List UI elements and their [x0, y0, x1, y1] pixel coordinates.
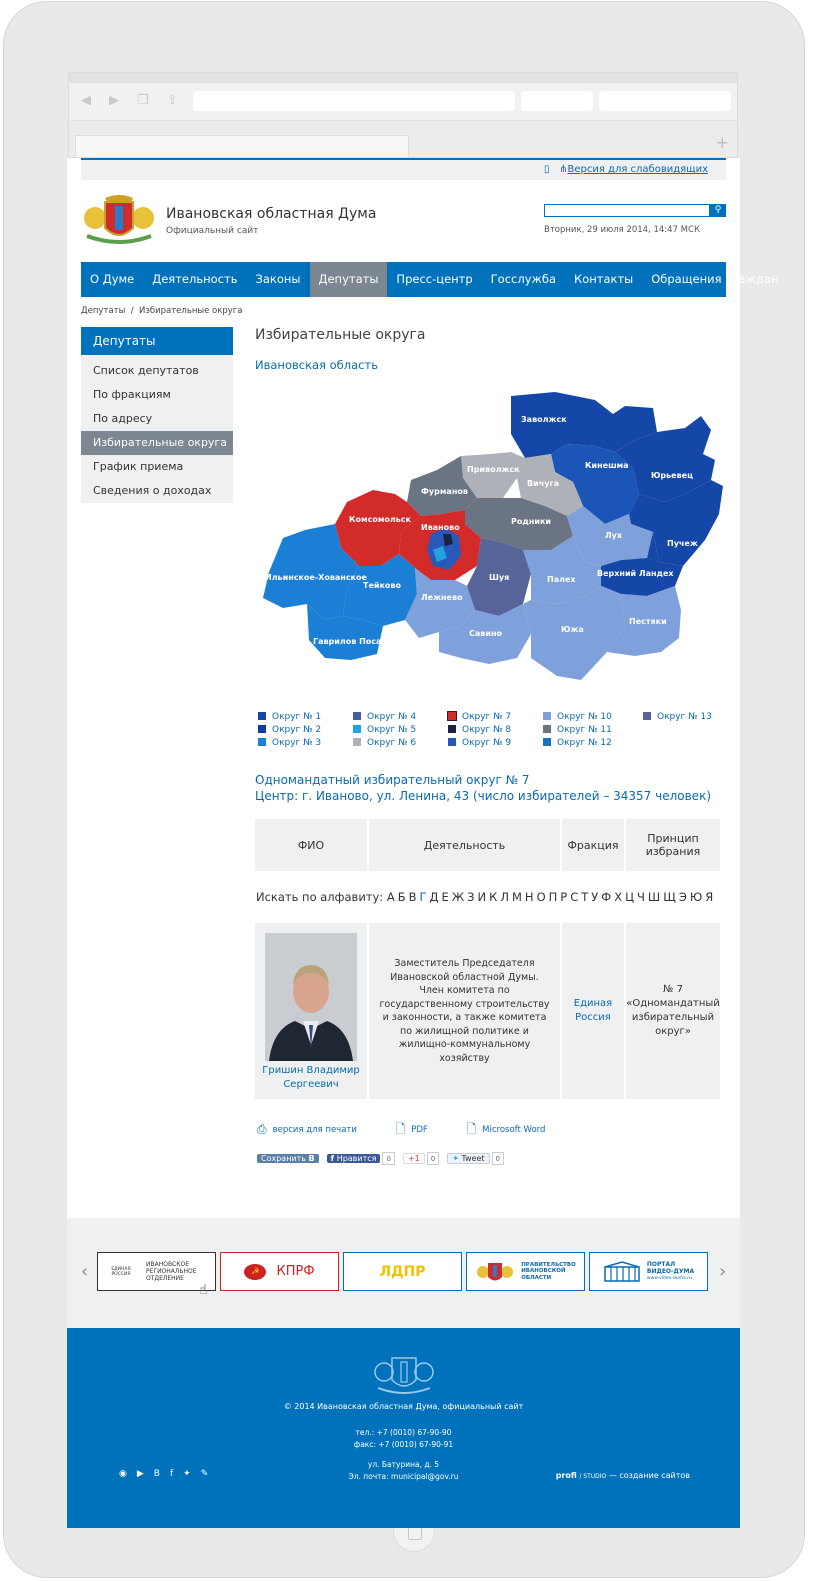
- legend-swatch: [258, 725, 266, 733]
- site-subtitle: Официальный сайт: [166, 226, 259, 236]
- vk-icon[interactable]: В: [153, 1469, 160, 1479]
- alphabet-letter[interactable]: П: [548, 890, 558, 904]
- alphabet-letter[interactable]: Ц: [625, 890, 635, 904]
- deputies-table-header: [255, 819, 722, 871]
- legend-label: Округ № 10: [557, 712, 612, 722]
- legend-item[interactable]: [448, 738, 511, 748]
- map-label: Палех: [547, 575, 576, 584]
- legend-label: Округ № 11: [557, 725, 612, 735]
- twitter-icon[interactable]: ✦: [183, 1469, 191, 1479]
- status-bar: [69, 73, 737, 83]
- portal-caption: [647, 1261, 694, 1282]
- er-logo-text: ЕДИНАЯ РОССИЯ: [111, 1266, 131, 1277]
- fb-like-count: 0: [382, 1152, 394, 1165]
- site-footer: [67, 1328, 740, 1528]
- coat-of-arms-logo[interactable]: [81, 192, 157, 246]
- districts-map: [255, 390, 725, 690]
- legend-swatch: [353, 738, 361, 746]
- legend-item[interactable]: [643, 712, 712, 722]
- sidebar-item-districts[interactable]: Избирательные округа: [81, 431, 233, 455]
- alphabet-letter[interactable]: М: [511, 890, 522, 904]
- hammer-sickle-icon: ☭: [244, 1264, 266, 1280]
- share-icon[interactable]: ⇪: [167, 93, 178, 108]
- footer-phone: тел.: +7 (0010) 67-90-90: [355, 1428, 452, 1437]
- studio-credit[interactable]: [556, 1471, 690, 1480]
- district-center: Центр: г. Иваново, ул. Ленина, 43 (число избирателей – 34357 человек): [255, 789, 711, 803]
- legend-label: Округ № 7: [462, 712, 512, 722]
- print-label: версия для печати: [272, 1125, 357, 1135]
- rss-icon[interactable]: ◉: [119, 1469, 127, 1479]
- sitemap-icon[interactable]: ⋔: [559, 164, 568, 175]
- sidebar-title: Депутаты: [81, 327, 233, 355]
- print-version-link[interactable]: [257, 1122, 375, 1136]
- gov-caption: [521, 1262, 576, 1282]
- new-tab-icon[interactable]: +: [715, 133, 729, 152]
- alphabet-letter[interactable]: У: [591, 890, 599, 904]
- gov-line-3: ОБЛАСТИ: [521, 1274, 552, 1281]
- alphabet-letter[interactable]: Б: [397, 890, 406, 904]
- gov-line-1: ПРАВИТЕЛЬСТВО: [521, 1261, 576, 1268]
- legend-swatch: [543, 738, 551, 746]
- legend-item[interactable]: [258, 738, 321, 748]
- deputy-name-link[interactable]: Гришин Владимир Сергеевич: [262, 1065, 360, 1090]
- partner-government[interactable]: [466, 1252, 585, 1291]
- er-line-1: ИВАНОВСКОЕ: [146, 1261, 190, 1268]
- legend-label: Округ № 12: [557, 738, 612, 748]
- district-info: [255, 772, 711, 804]
- search-input[interactable]: [544, 204, 710, 217]
- main-navigation: [81, 262, 779, 297]
- legend-swatch: [353, 712, 361, 720]
- legend-item[interactable]: [353, 725, 416, 735]
- map-label: Пестяки: [629, 617, 667, 626]
- nav-item-deputies[interactable]: Депутаты: [310, 262, 388, 297]
- alphabet-letter[interactable]: С: [570, 890, 579, 904]
- alphabet-letter[interactable]: З: [467, 890, 475, 904]
- legend-swatch: [353, 725, 361, 733]
- sidebar-item-income[interactable]: Сведения о доходах: [93, 484, 212, 497]
- map-label: Гаврилов Посад: [313, 637, 388, 646]
- vk-save-label: Сохранить: [261, 1154, 306, 1163]
- legend-item[interactable]: [543, 712, 612, 722]
- alphabet-letter[interactable]: А: [386, 890, 395, 904]
- map-label: Южа: [561, 625, 584, 634]
- map-label: Лух: [605, 531, 623, 540]
- forward-icon[interactable]: ▶: [109, 93, 119, 108]
- legend-swatch: [543, 712, 551, 720]
- map-label: Иваново: [421, 523, 460, 532]
- alphabet-letters: [387, 890, 716, 904]
- youtube-icon[interactable]: ▶: [136, 1469, 144, 1479]
- utility-bar: [81, 160, 726, 180]
- map-label: Кинешма: [585, 461, 629, 470]
- fb-like-label: Нравится: [336, 1154, 377, 1163]
- sidebar-item-list[interactable]: Список депутатов: [93, 364, 199, 377]
- facebook-like-button[interactable]: [327, 1154, 381, 1163]
- facebook-icon: f: [330, 1154, 335, 1163]
- breadcrumb-separator: /: [130, 306, 134, 316]
- alphabet-letter[interactable]: Ю: [689, 890, 703, 904]
- site-title[interactable]: Ивановская областная Дума: [166, 206, 377, 222]
- alphabet-letter[interactable]: Д: [429, 890, 439, 904]
- alphabet-letter[interactable]: В: [408, 890, 417, 904]
- col-header-activity: Деятельность: [369, 819, 560, 871]
- legend-item[interactable]: [258, 725, 321, 735]
- legend-item[interactable]: [543, 738, 612, 748]
- legend-swatch: [543, 725, 551, 733]
- map-label: Верхний Ландех: [597, 569, 674, 578]
- footer-fax: факс: +7 (0010) 67-90-91: [353, 1440, 454, 1449]
- map-label: Заволжск: [521, 415, 567, 424]
- gov-coat-of-arms-icon: [475, 1259, 515, 1285]
- legend-item[interactable]: [543, 725, 612, 735]
- map-label: Лежнево: [421, 593, 463, 602]
- alphabet-letter[interactable]: Н: [524, 890, 534, 904]
- legend-item[interactable]: [448, 725, 511, 735]
- web-page: [67, 158, 779, 1528]
- portal-line-1: ПОРТАЛ: [646, 1261, 676, 1268]
- search-icon: ⚲: [714, 205, 722, 215]
- breadcrumb: [81, 306, 242, 316]
- map-label: Приволжск: [467, 465, 520, 474]
- ldpr-label: ЛДПР: [379, 1263, 426, 1280]
- alphabet-letter[interactable]: Г: [419, 890, 427, 904]
- browser-tab[interactable]: [75, 135, 409, 157]
- region-link[interactable]: Ивановская область: [255, 358, 378, 372]
- alphabet-letter[interactable]: Е: [441, 890, 449, 904]
- nav-item-civil-service[interactable]: Госслужба: [490, 272, 557, 286]
- search-button[interactable]: [710, 204, 726, 217]
- alphabet-letter[interactable]: Ч: [637, 890, 645, 904]
- tweet-label: Tweet: [461, 1154, 485, 1163]
- legend-label: Округ № 5: [367, 725, 417, 735]
- alphabet-letter[interactable]: Л: [500, 890, 509, 904]
- deputy-fraction-link[interactable]: Единая Россия: [573, 998, 613, 1023]
- studio-separator: / STUDIO: [579, 1473, 607, 1480]
- legend-label: Округ № 13: [657, 712, 712, 722]
- sidebar: [81, 327, 233, 503]
- back-icon[interactable]: ◀: [81, 93, 91, 108]
- tab-strip: [69, 121, 737, 157]
- portal-url: www.video-duma.ru: [646, 1276, 692, 1281]
- browser-search-field[interactable]: [599, 91, 731, 111]
- twitter-icon: ✦: [452, 1154, 459, 1163]
- export-tools: [257, 1120, 581, 1141]
- alphabet-letter[interactable]: Ж: [451, 890, 465, 904]
- studio-brand: profi: [555, 1471, 577, 1480]
- printer-icon: ⎙: [257, 1122, 267, 1136]
- alphabet-letter[interactable]: Ш: [647, 890, 661, 904]
- legend-label: Округ № 6: [367, 738, 417, 748]
- map-label: Родники: [511, 517, 551, 526]
- kprf-label: КПРФ: [276, 1264, 315, 1279]
- sidebar-item-by-address[interactable]: По адресу: [93, 412, 153, 425]
- table-row: [255, 923, 722, 1099]
- legend-item[interactable]: [258, 712, 321, 722]
- legend-label: Округ № 3: [272, 738, 322, 748]
- map-label: Фурманов: [421, 487, 468, 496]
- gplus-button[interactable]: [403, 1153, 425, 1164]
- map-label: Тейково: [363, 581, 401, 590]
- bookmarks-icon[interactable]: ❐: [137, 93, 149, 108]
- breadcrumb-current: Избирательные округа: [138, 306, 243, 316]
- col-header-name: ФИО: [255, 819, 367, 871]
- alphabet-letter[interactable]: К: [489, 890, 498, 904]
- col-header-principle: Принцип избрания: [626, 819, 720, 871]
- alphabet-letter[interactable]: Я: [705, 890, 714, 904]
- map-label: Ильинское-Хованское: [265, 573, 367, 582]
- legend-swatch: [448, 712, 456, 720]
- gplus-widget: [403, 1152, 439, 1166]
- legend-label: Округ № 4: [367, 712, 417, 722]
- nav-item-about[interactable]: О Думе: [90, 272, 135, 286]
- footer-address: ул. Батурина, д. 5: [367, 1460, 440, 1469]
- cell-fraction: [562, 923, 624, 1099]
- address-bar[interactable]: [193, 91, 515, 111]
- nav-item-contacts[interactable]: Контакты: [574, 272, 634, 286]
- word-link[interactable]: [466, 1122, 564, 1136]
- alphabet-letter[interactable]: Р: [560, 890, 568, 904]
- deputy-photo[interactable]: [265, 933, 357, 1061]
- fb-like-widget: [327, 1152, 395, 1166]
- legend-label: Округ № 9: [462, 738, 512, 748]
- legend-item[interactable]: [353, 712, 416, 722]
- carousel-prev-icon[interactable]: ‹: [81, 1261, 89, 1282]
- sidebar-item-factions[interactable]: По фракциям: [93, 388, 171, 401]
- pdf-file-icon: 🗋: [395, 1122, 406, 1136]
- map-label: Юрьевец: [651, 471, 694, 480]
- pdf-label: PDF: [411, 1125, 428, 1135]
- footer-coat-of-arms-logo[interactable]: [372, 1350, 436, 1396]
- carousel-next-icon[interactable]: ›: [719, 1261, 727, 1282]
- breadcrumb-deputies[interactable]: Депутаты: [81, 306, 126, 316]
- tweet-widget: [447, 1152, 504, 1166]
- alphabet-letter[interactable]: Ф: [601, 890, 612, 904]
- er-caption: [146, 1261, 197, 1282]
- legend-swatch: [258, 712, 266, 720]
- vision-impaired-link[interactable]: Версия для слабовидящих: [567, 164, 708, 175]
- alphabet-letter[interactable]: Щ: [663, 890, 676, 904]
- legend-item[interactable]: [353, 738, 416, 748]
- legend-item-active[interactable]: [448, 712, 511, 722]
- alphabet-filter: [256, 890, 716, 904]
- nav-item-appeals[interactable]: Обращения граждан: [651, 272, 779, 286]
- footer-copyright: © 2014 Ивановская областная Дума, официальный сайт: [283, 1402, 524, 1411]
- cell-principle: [626, 923, 720, 1099]
- building-icon: [603, 1261, 641, 1283]
- gplus-count: 0: [427, 1152, 439, 1165]
- browser-field[interactable]: [521, 91, 593, 111]
- deputy-activity: Заместитель Председателя Ивановской областной Думы. Член комитета по государственному строительству и законности, а также комитета по жилищной политике и жилищно-коммунальному хозяйству: [379, 958, 550, 1064]
- page-title: Избирательные округа: [255, 327, 426, 343]
- sitemap-mobile-icon[interactable]: ▯: [544, 164, 550, 175]
- link-icon[interactable]: ✎: [200, 1469, 209, 1479]
- studio-text: — создание сайтов: [608, 1471, 690, 1480]
- gov-line-2: ИВАНОВСКОЙ: [521, 1268, 566, 1275]
- cursor-hand-icon: ☝: [199, 1282, 208, 1298]
- col-header-fraction: Фракция: [562, 819, 624, 871]
- facebook-icon[interactable]: f: [169, 1469, 174, 1479]
- social-buttons: [257, 1152, 504, 1166]
- alphabet-letter[interactable]: Х: [614, 890, 623, 904]
- map-label: Шуя: [489, 573, 510, 582]
- vk-icon: В: [308, 1154, 315, 1163]
- partner-ldpr[interactable]: [343, 1252, 462, 1291]
- er-line-2: РЕГИОНАЛЬНОЕ: [146, 1268, 197, 1275]
- alphabet-label: Искать по алфавиту:: [256, 890, 384, 904]
- er-line-3: ОТДЕЛЕНИЕ: [146, 1275, 184, 1282]
- alphabet-letter[interactable]: Э: [678, 890, 687, 904]
- gplus-label: +1: [407, 1154, 420, 1163]
- district-title: Одномандатный избирательный округ № 7: [255, 773, 530, 787]
- legend-swatch: [448, 738, 456, 746]
- footer-email[interactable]: Эл. почта: municipal@gov.ru: [348, 1472, 459, 1481]
- alphabet-letter[interactable]: И: [477, 890, 487, 904]
- tweet-button[interactable]: [447, 1153, 489, 1164]
- footer-social-links: [119, 1469, 208, 1479]
- pdf-link[interactable]: [395, 1122, 446, 1136]
- current-date: Вторник, 29 июля 2014, 14:47 МСК: [544, 225, 700, 235]
- cell-name: [255, 923, 367, 1099]
- partner-video-duma[interactable]: [589, 1252, 708, 1291]
- nav-item-press[interactable]: Пресс-центр: [396, 272, 473, 286]
- word-file-icon: 🗋: [466, 1122, 477, 1136]
- partners-carousel: [67, 1218, 740, 1328]
- word-label: Microsoft Word: [482, 1125, 546, 1135]
- vk-save-widget: [257, 1152, 319, 1166]
- map-legend: [258, 712, 728, 756]
- browser-chrome: [68, 72, 738, 158]
- portal-line-2: ВИДЕО-ДУМА: [646, 1268, 695, 1275]
- vk-save-button[interactable]: [257, 1154, 319, 1163]
- tweet-count: 0: [492, 1152, 504, 1165]
- map-label: Комсомольск: [349, 515, 411, 524]
- map-label: Вичуга: [527, 479, 559, 488]
- map-label: Савино: [469, 629, 502, 638]
- deputy-principle: № 7 «Одномандатный избирательный округ»: [626, 984, 720, 1037]
- site-header: [81, 192, 726, 252]
- legend-swatch: [643, 712, 651, 720]
- cell-activity: [369, 923, 560, 1099]
- legend-swatch: [258, 738, 266, 746]
- legend-label: Округ № 8: [462, 725, 512, 735]
- alphabet-letter[interactable]: Т: [581, 890, 589, 904]
- legend-label: Округ № 1: [272, 712, 322, 722]
- nav-item-laws[interactable]: Законы: [255, 272, 301, 286]
- nav-item-activity[interactable]: Деятельность: [152, 272, 238, 286]
- partner-kprf[interactable]: [220, 1252, 339, 1291]
- legend-swatch: [448, 725, 456, 733]
- alphabet-letter[interactable]: О: [536, 890, 546, 904]
- legend-label: Округ № 2: [272, 725, 322, 735]
- sidebar-item-schedule[interactable]: График приема: [93, 460, 184, 473]
- map-label: Пучеж: [667, 539, 698, 548]
- browser-toolbar: [69, 83, 737, 121]
